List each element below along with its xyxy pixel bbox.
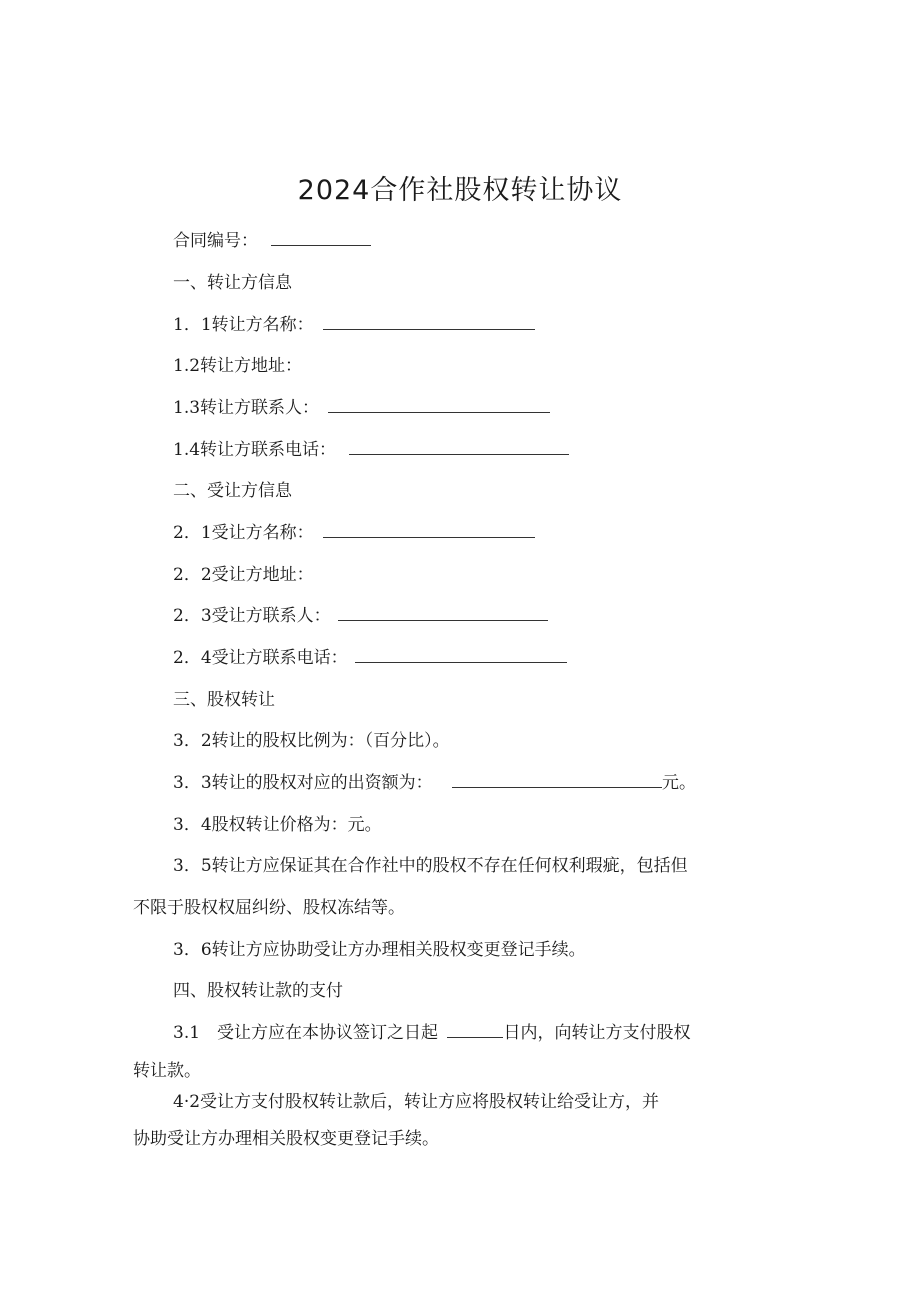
contract-number-label: 合同编号： [173, 231, 258, 251]
section-4-heading: 四、股权转让款的支付 [173, 981, 343, 1001]
transferor-phone-line [173, 438, 569, 462]
section-2-heading: 二、受让方信息 [173, 481, 292, 501]
registration-assist-line: 3．6转让方应协助受让方办理相关股权变更登记手续。 [173, 940, 586, 960]
transferee-name-label: 2．1受让方名称： [173, 523, 314, 543]
transferor-name-label: 1．1转让方名称： [173, 315, 314, 335]
transfer-price-line: 3．4股权转让价格为：元。 [173, 815, 382, 835]
section-1-heading: 一、转让方信息 [173, 273, 292, 293]
document-title: 2024合作社股权转让协议 [297, 175, 623, 206]
capital-amount-label: 3．3转让的股权对应的出资额为： [173, 773, 433, 793]
payment-term-label: 3.1 受让方应在本协议签订之日起 [173, 1023, 439, 1043]
transferee-phone-line [173, 646, 567, 670]
transferor-contact-line [173, 396, 550, 420]
warranty-line-1: 3．5转让方应保证其在合作社中的股权不存在任何权利瑕疵，包括但 [173, 856, 688, 876]
transferee-phone-label: 2．4受让方联系电话： [173, 648, 348, 668]
transferor-contact-label: 1.3转让方联系人： [173, 398, 320, 418]
transferor-contact-blank[interactable] [328, 396, 550, 413]
transferee-contact-label: 2．3受让方联系人： [173, 606, 331, 626]
transferor-name-line [173, 313, 535, 337]
transferee-contact-blank[interactable] [338, 604, 548, 621]
transferee-phone-blank[interactable] [355, 646, 567, 663]
payment-term-line-2: 转让款。 [133, 1061, 201, 1081]
equity-ratio-line: 3．2转让的股权比例为：（百分比）。 [173, 731, 450, 751]
capital-amount-line [173, 771, 696, 795]
transfer-after-payment-line-2: 协助受让方办理相关股权变更登记手续。 [133, 1129, 439, 1149]
transferee-name-line [173, 521, 535, 545]
contract-number-blank[interactable] [271, 229, 371, 246]
contract-number-line [173, 229, 371, 253]
transferee-name-blank[interactable] [323, 521, 535, 538]
payment-days-blank[interactable] [447, 1021, 503, 1038]
payment-term-line-1 [173, 1021, 690, 1045]
transferor-phone-label: 1.4转让方联系电话： [173, 440, 337, 460]
transfer-after-payment-line-1: 4·2受让方支付股权转让款后，转让方应将股权转让给受让方，并 [173, 1092, 660, 1112]
warranty-line-2: 不限于股权权屈纠纷、股权冻结等。 [133, 898, 405, 918]
capital-amount-unit: 元。 [662, 773, 697, 793]
transferor-phone-blank[interactable] [349, 438, 569, 455]
section-3-heading: 三、股权转让 [173, 690, 275, 710]
transferor-address-line: 1.2转让方地址： [173, 356, 303, 376]
payment-term-suffix: 日内，向转让方支付股权 [503, 1023, 691, 1043]
transferee-address-line: 2．2受让方地址： [173, 565, 314, 585]
transferor-name-blank[interactable] [323, 313, 535, 330]
transferee-contact-line [173, 604, 548, 628]
capital-amount-blank[interactable] [452, 771, 662, 788]
